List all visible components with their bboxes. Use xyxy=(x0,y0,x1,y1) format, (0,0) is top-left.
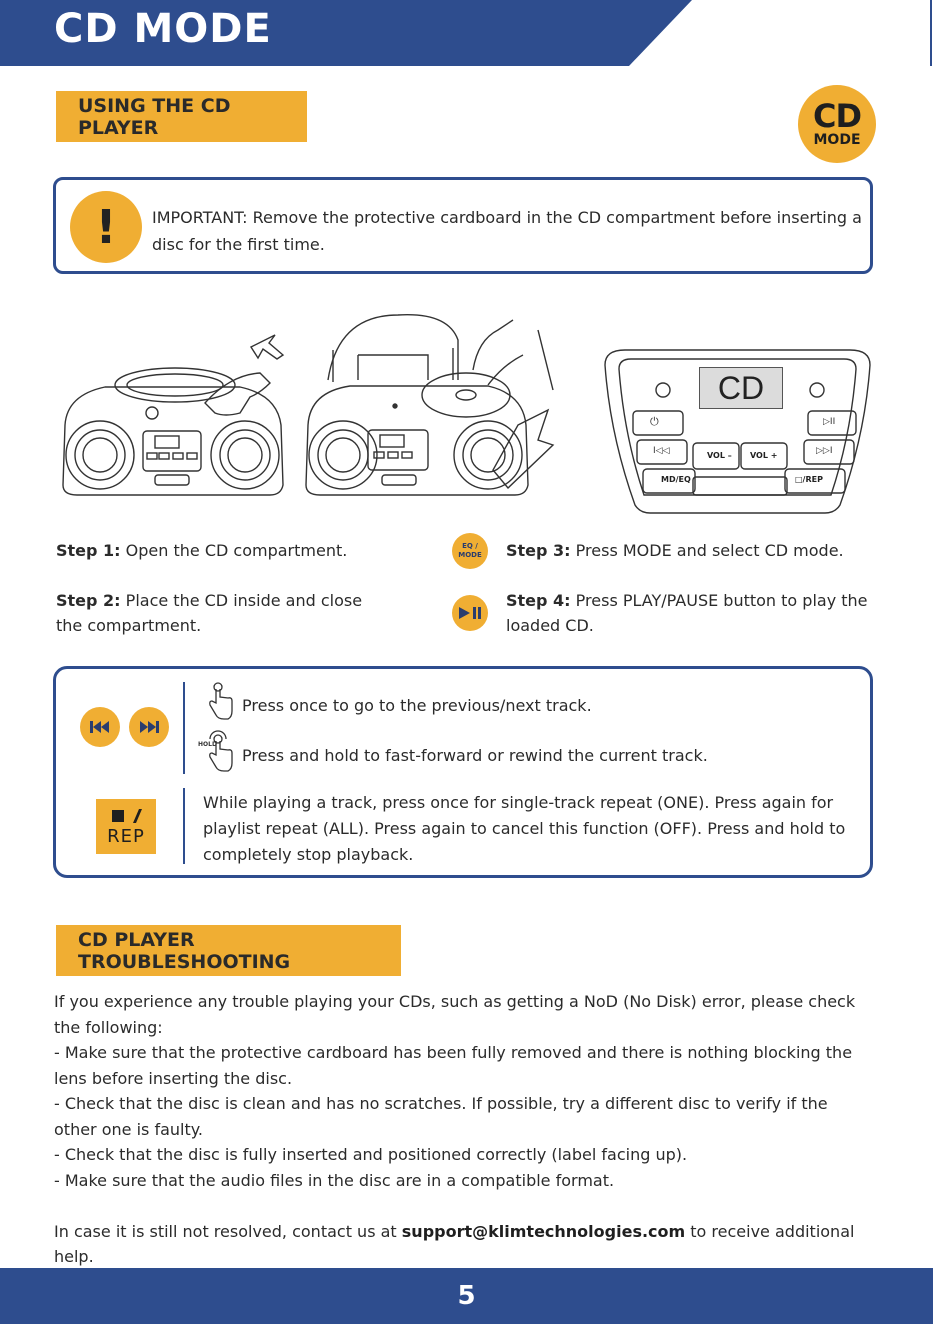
boombox-open-illustration xyxy=(55,325,300,500)
rep-label: □/REP xyxy=(795,475,823,484)
repeat-text: While playing a track, press once for single-track repeat (ONE). Press again for playlist repeat (ALL). Press again to cancel this function (OFF). Press and hold to completely stop playback. xyxy=(203,793,846,864)
md-eq-label: MD/EQ xyxy=(661,475,691,484)
press-hold-text: Press and hold to fast-forward or rewind the current track. xyxy=(242,746,708,765)
press-once-text: Press once to go to the previous/next track. xyxy=(242,696,592,715)
step-4-text: Press PLAY/PAUSE button to play the loaded CD. xyxy=(506,591,868,635)
panel-display: CD xyxy=(699,367,783,409)
repeat-button-icon xyxy=(96,799,156,854)
boombox-insert-cd-illustration xyxy=(298,310,573,500)
stop-repeat-glyph xyxy=(109,807,143,827)
prev-track-glyph xyxy=(89,720,111,734)
paragraph-gap xyxy=(54,1193,874,1219)
eq-mode-icon xyxy=(452,533,488,569)
badge-small-text: MODE xyxy=(813,132,861,148)
step-1 xyxy=(56,538,396,563)
vol-minus-label: VOL – xyxy=(707,451,732,460)
step-3-label: Step 3: xyxy=(506,541,571,560)
contact-after: to receive additional help. xyxy=(54,1221,855,1266)
play-pause-icon: ▷II xyxy=(823,417,836,427)
press-finger-icon xyxy=(206,681,236,721)
next-track-button-icon xyxy=(129,707,169,747)
troubleshooting-item-3: - Check that the disc is fully inserted and positioned correctly (label facing up). xyxy=(54,1145,688,1164)
contact-before: In case it is still not resolved, contact us at xyxy=(54,1221,402,1241)
step-1-text: Open the CD compartment. xyxy=(120,541,348,560)
contact-paragraph xyxy=(54,1219,874,1270)
important-notice xyxy=(53,177,873,274)
troubleshooting-body xyxy=(54,989,874,1270)
badge-big-text: CD xyxy=(812,97,862,135)
eq-mode-icon-line1: EQ / xyxy=(462,542,478,550)
troubleshooting-item-1: - Make sure that the protective cardboard has been fully removed and there is nothing blocking the lens before inserting the disc. xyxy=(54,1043,853,1088)
page-number: 5 xyxy=(457,1281,476,1311)
warning-icon: ! xyxy=(70,191,142,263)
step-2-text: Place the CD inside and close the compartment. xyxy=(56,591,363,635)
prev-track-button-icon xyxy=(80,707,120,747)
control-panel-illustration xyxy=(595,345,880,515)
notice-text: IMPORTANT: Remove the protective cardboard in the CD compartment before inserting a disc for the first time. xyxy=(152,208,862,254)
next-track-icon: ▷▷I xyxy=(816,446,833,456)
footer-bar xyxy=(0,1268,933,1324)
section-title-using: USING THE CD PLAYER xyxy=(56,91,307,142)
step-4 xyxy=(506,588,876,638)
support-email-link[interactable]: support@klimtechnologies.com xyxy=(401,1221,686,1241)
cd-mode-badge xyxy=(798,85,876,163)
step-2 xyxy=(56,588,376,638)
play-pause-icon xyxy=(452,595,488,631)
divider-top xyxy=(183,682,185,774)
step-3 xyxy=(506,538,866,563)
eq-mode-icon-line2: MODE xyxy=(458,551,482,559)
divider-bottom xyxy=(183,788,185,864)
next-track-glyph xyxy=(138,720,160,734)
prev-track-icon: I◁◁ xyxy=(653,446,670,456)
rep-text: REP xyxy=(107,825,145,847)
troubleshooting-item-4: - Make sure that the audio files in the disc are in a compatible format. xyxy=(54,1170,615,1190)
step-1-label: Step 1: xyxy=(56,541,121,560)
press-hold-finger-icon xyxy=(206,729,236,775)
troubleshooting-intro: If you experience any trouble playing your CDs, such as getting a NoD (No Disk) error, please check the following: xyxy=(54,992,856,1037)
step-2-label: Step 2: xyxy=(56,591,121,610)
section-title-troubleshooting: CD PLAYER TROUBLESHOOTING xyxy=(56,925,401,976)
step-4-label: Step 4: xyxy=(506,591,571,610)
header-banner xyxy=(0,0,933,66)
track-controls-box xyxy=(53,666,873,878)
power-icon: ⏻ xyxy=(650,415,659,428)
vol-plus-label: VOL + xyxy=(750,451,778,460)
hold-label: HOLD xyxy=(198,741,217,748)
troubleshooting-item-2: - Check that the disc is clean and has no scratches. If possible, try a different disc to verify if the other one is faulty. xyxy=(54,1094,828,1139)
step-3-text: Press MODE and select CD mode. xyxy=(570,541,844,560)
play-pause-glyph xyxy=(457,606,483,620)
page-title: CD MODE xyxy=(54,6,272,52)
